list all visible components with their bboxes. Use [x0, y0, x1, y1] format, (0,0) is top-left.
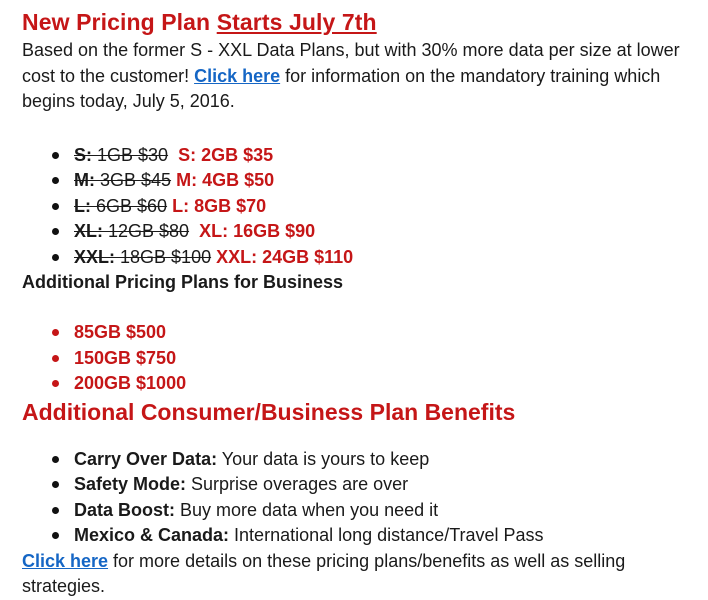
benefit-label: Safety Mode:	[74, 474, 187, 494]
old-plan-price: 12GB $80	[103, 221, 190, 241]
new-plan-price: L: 8GB $70	[172, 195, 267, 216]
title-prefix: New Pricing Plan	[22, 9, 217, 35]
benefit-item-carry-over	[22, 447, 688, 473]
old-plan-size: M:	[74, 170, 95, 190]
bullet-icon	[52, 507, 59, 514]
pricing-plan-list	[22, 143, 688, 271]
plan-item-xl	[22, 219, 688, 245]
training-info-link[interactable]: Click here	[194, 65, 281, 86]
benefit-label: Carry Over Data:	[74, 448, 218, 469]
bullet-icon	[52, 456, 59, 463]
bullet-icon	[52, 380, 59, 387]
benefit-description: Your data is yours to keep	[217, 448, 430, 469]
old-plan-price: 6GB $60	[91, 195, 168, 216]
intro-text-after-link: for information on the mandatory training which begins today, July 5, 2016.	[22, 65, 661, 111]
title-start-date: Starts July 7th	[216, 9, 377, 35]
business-plan-list	[22, 320, 688, 397]
benefit-label: Data Boost:	[74, 499, 176, 520]
old-plan-size: S:	[74, 144, 92, 165]
new-plan-price: S: 2GB $35	[178, 144, 274, 165]
plan-item-l	[22, 194, 688, 220]
business-plan-item	[22, 371, 688, 397]
new-plan-price: M: 4GB $50	[176, 170, 275, 190]
bullet-icon	[52, 152, 59, 159]
benefit-description: International long distance/Travel Pass	[229, 525, 544, 545]
old-plan-size: L:	[74, 195, 91, 216]
footer-text: for more details on these pricing plans/benefits as well as selling strategies.	[22, 550, 626, 596]
bullet-icon	[52, 355, 59, 362]
bullet-icon	[52, 329, 59, 336]
footer-paragraph	[22, 549, 688, 600]
new-plan-price: XXL: 24GB $110	[216, 246, 354, 267]
new-plan-price: XL: 16GB $90	[199, 221, 316, 241]
page-title	[22, 6, 688, 38]
bullet-icon	[52, 532, 59, 539]
benefits-list	[22, 447, 688, 549]
benefit-label: Mexico & Canada:	[74, 525, 230, 545]
plan-item-s	[22, 143, 688, 169]
benefit-item-data-boost	[22, 498, 688, 524]
bullet-icon	[52, 228, 59, 235]
business-plan-price: 85GB $500	[74, 322, 167, 342]
old-plan-price: 18GB $100	[115, 246, 212, 267]
benefit-description: Buy more data when you need it	[175, 499, 439, 520]
bullet-icon	[52, 481, 59, 488]
plan-item-xxl	[22, 245, 688, 271]
old-plan-price: 1GB $30	[92, 144, 169, 165]
business-plans-heading: Additional Pricing Plans for Business	[22, 272, 344, 292]
business-plan-price: 200GB $1000	[74, 373, 187, 393]
bullet-icon	[52, 203, 59, 210]
business-plan-price: 150GB $750	[74, 347, 177, 368]
benefit-item-safety-mode	[22, 472, 688, 498]
intro-paragraph	[22, 38, 688, 115]
plan-item-m	[22, 168, 688, 194]
old-plan-price: 3GB $45	[95, 170, 172, 190]
bullet-icon	[52, 177, 59, 184]
old-plan-size: XL:	[74, 221, 103, 241]
intro-text: Based on the former S - XXL Data Plans, but with 30% more data per size at lower cost to the customer!	[22, 40, 680, 86]
benefit-description: Surprise overages are over	[186, 474, 409, 494]
details-link[interactable]: Click here	[22, 550, 109, 571]
bullet-icon	[52, 254, 59, 261]
benefits-heading: Additional Consumer/Business Plan Benefits	[22, 398, 516, 425]
business-plan-item	[22, 320, 688, 346]
old-plan-size: XXL:	[74, 246, 116, 267]
benefit-item-mexico-canada	[22, 523, 688, 549]
business-plan-item	[22, 346, 688, 372]
